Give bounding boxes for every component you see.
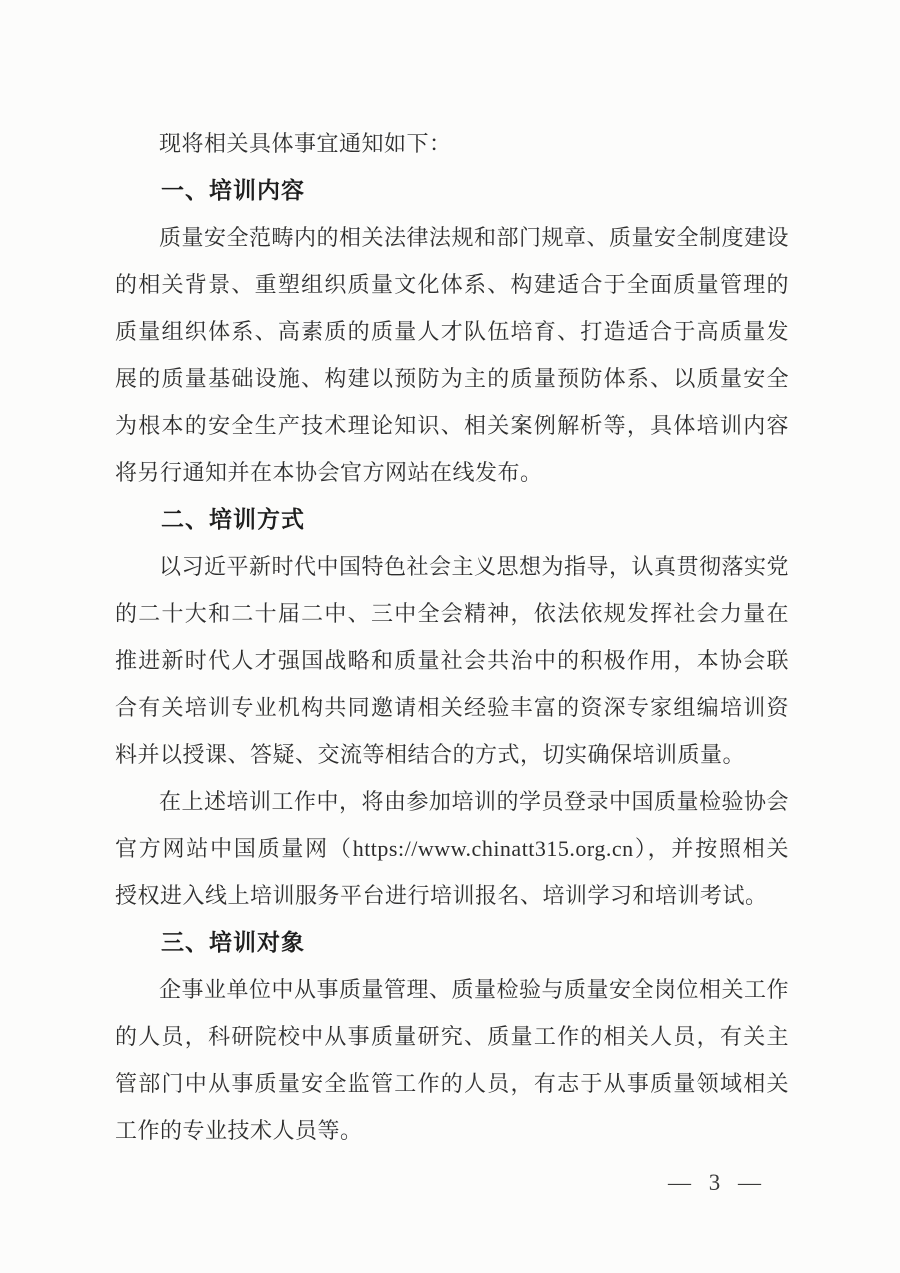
document-body: [115, 120, 789, 1154]
body-paragraph-training-method-2: 在上述培训工作中，将由参加培训的学员登录中国质量检验协会官方网站中国质量网（https://www.chinatt315.org.cn），并按照相关授权进入线上培训服务平台进行培训报名、培训学习和培训考试。: [115, 789, 790, 908]
section-heading-training-content: 一、培训内容: [161, 177, 305, 203]
page-number: — 3 —: [668, 1170, 763, 1195]
section-heading-training-method: 二、培训方式: [161, 506, 305, 532]
body-paragraph-training-method-1: 以习近平新时代中国特色社会主义思想为指导，认真贯彻落实党的二十大和二十届二中、三中全会精神，依法依规发挥社会力量在推进新时代人才强国战略和质量社会共治中的积极作用，本协会联合有关培训专业机构共同邀请相关经验丰富的资深专家组编培训资料并以授课、答疑、交流等相结合的方式，切实确保培训质量。: [115, 554, 790, 767]
intro-paragraph: 现将相关具体事宜通知如下：: [159, 131, 452, 156]
body-paragraph-training-audience: 企事业单位中从事质量管理、质量检验与质量安全岗位相关工作的人员，科研院校中从事质量研究、质量工作的相关人员，有关主管部门中从事质量安全监管工作的人员，有志于从事质量领域相关工作的专业技术人员等。: [115, 977, 790, 1143]
section-heading-training-audience: 三、培训对象: [161, 929, 305, 955]
body-paragraph-training-content: 质量安全范畴内的相关法律法规和部门规章、质量安全制度建设的相关背景、重塑组织质量文化体系、构建适合于全面质量管理的质量组织体系、高素质的质量人才队伍培育、打造适合于高质量发展的质量基础设施、构建以预防为主的质量预防体系、以质量安全为根本的安全生产技术理论知识、相关案例解析等，具体培训内容将另行通知并在本协会官方网站在线发布。: [115, 225, 790, 485]
